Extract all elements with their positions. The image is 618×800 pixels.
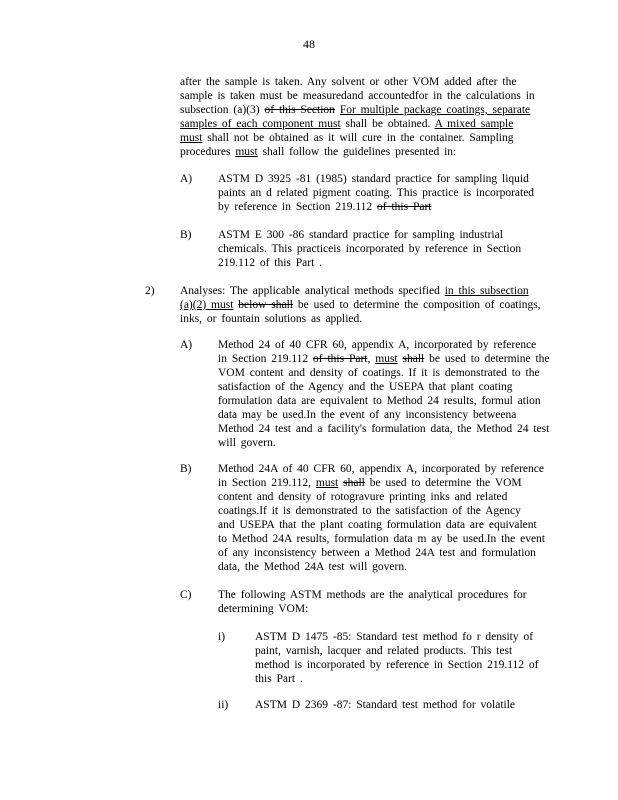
- struck-text: below shall: [238, 299, 293, 311]
- text-line: coatings.If it is demonstrated to the satisfaction of the Agency: [218, 505, 521, 517]
- item-2a-text: [218, 338, 550, 450]
- inserted-text: (a)(2) must: [180, 299, 234, 311]
- item-2ci-label: i): [218, 631, 226, 643]
- text-line: data may be used.In the event of any inconsistency betweena: [218, 409, 517, 421]
- inserted-text: A mixed sample: [434, 118, 514, 130]
- text-line: in Section 219.112, must shall be used to determine the VOM: [218, 477, 522, 489]
- item-1a-label: A): [180, 173, 193, 185]
- text-line: Method 24A of 40 CFR 60, appendix A, incorporated by reference: [218, 463, 544, 475]
- text-line: of any inconsistency between a Method 24A test and formulation: [218, 547, 536, 559]
- item-2cii-label: ii): [218, 699, 229, 711]
- text-line: sample is taken must be measuredand accountedfor in the calculations in: [180, 90, 535, 102]
- text-line: ASTM D 3925 -81 (1985) standard practice for sampling liquid: [218, 173, 529, 185]
- item-2cii-text: [255, 698, 515, 712]
- item-2ci-text: [255, 630, 539, 686]
- item-1a-text: [218, 172, 534, 214]
- text-line: paint, varnish, lacquer and related products. This test: [255, 645, 513, 657]
- inserted-text: must: [235, 146, 258, 158]
- text-line: VOM content and density of coatings. If it is demonstrated to the: [218, 367, 540, 379]
- inserted-text: must: [180, 132, 203, 144]
- text-line: samples of each component must shall be obtained. A mixed sample: [180, 118, 514, 130]
- item-2c-text: [218, 588, 527, 616]
- text-line: must shall not be obtained as it will cure in the container. Sampling: [180, 132, 514, 144]
- text-line: The following ASTM methods are the analytical procedures for: [218, 589, 527, 601]
- item-2a-label: A): [180, 339, 193, 351]
- intro-paragraph: [180, 75, 535, 159]
- text-line: content and density of rotogravure printing inks and related: [218, 491, 508, 503]
- text-line: to Method 24A results, formulation data m ay be used.In the event: [218, 533, 546, 545]
- text-line: inks, or fountain solutions as applied.: [180, 313, 363, 325]
- text-line: ASTM D 1475 -85: Standard test method fo r density of: [255, 631, 534, 643]
- item-2-text: [180, 284, 541, 326]
- text-line: Analyses: The applicable analytical methods specified in this subsection: [180, 285, 529, 297]
- struck-text: shall: [402, 353, 425, 365]
- text-line: Method 24 test and a facility's formulation data, the Method 24 test: [218, 423, 550, 435]
- inserted-text: must: [315, 477, 339, 489]
- text-line: satisfaction of the Agency and the USEPA that plant coating: [218, 381, 513, 393]
- text-line: method is incorporated by reference in Section 219.112 of: [255, 659, 539, 671]
- text-line: ASTM E 300 -86 standard practice for sampling industrial: [218, 229, 503, 241]
- text-line: in Section 219.112 of this Part, must shall be used to determine the: [218, 353, 550, 365]
- item-2c-label: C): [180, 589, 192, 601]
- item-1b-text: [218, 228, 521, 270]
- text-line: ASTM D 2369 -87: Standard test method for volatile: [255, 699, 516, 711]
- text-line: subsection (a)(3) of this Section For multiple package coatings, separate: [180, 104, 531, 116]
- text-line: formulation data are equivalent to Method 24 results, formul ation: [218, 395, 541, 407]
- text-line: Method 24 of 40 CFR 60, appendix A, incorporated by reference: [218, 339, 537, 351]
- inserted-text: For multiple package coatings, separate: [339, 104, 531, 116]
- text-line: data, the Method 24A test will govern.: [218, 561, 407, 573]
- item-2b-label: B): [180, 463, 192, 475]
- text-line: after the sample is taken. Any solvent or other VOM added after the: [180, 76, 517, 88]
- text-line: determining VOM:: [218, 603, 309, 615]
- text-line: paints an d related pigment coating. This practice is incorporated: [218, 187, 535, 199]
- item-2b-text: [218, 462, 545, 574]
- inserted-text: in this subsection: [444, 285, 529, 297]
- text-line: (a)(2) must below shall be used to determine the composition of coatings,: [180, 299, 541, 311]
- struck-text: of this Part: [313, 353, 368, 365]
- struck-text: of this Section: [264, 104, 335, 116]
- item-2-label: 2): [145, 285, 155, 297]
- text-line: chemicals. This practiceis incorporated by reference in Section: [218, 243, 522, 255]
- text-line: will govern.: [218, 437, 276, 449]
- struck-text: shall: [343, 477, 365, 489]
- text-line: by reference in Section 219.112 of this Part: [218, 201, 432, 213]
- struck-text: of this Part: [377, 201, 432, 213]
- inserted-text: samples of each component must: [180, 118, 341, 130]
- text-line: procedures must shall follow the guidelines presented in:: [180, 146, 457, 158]
- text-line: 219.112 of this Part .: [218, 257, 323, 269]
- text-line: this Part .: [255, 673, 303, 685]
- item-1b-label: B): [180, 229, 192, 241]
- text-line: and USEPA that the plant coating formulation data are equivalent: [218, 519, 537, 531]
- page-number: 48: [303, 37, 315, 51]
- inserted-text: must: [375, 353, 398, 365]
